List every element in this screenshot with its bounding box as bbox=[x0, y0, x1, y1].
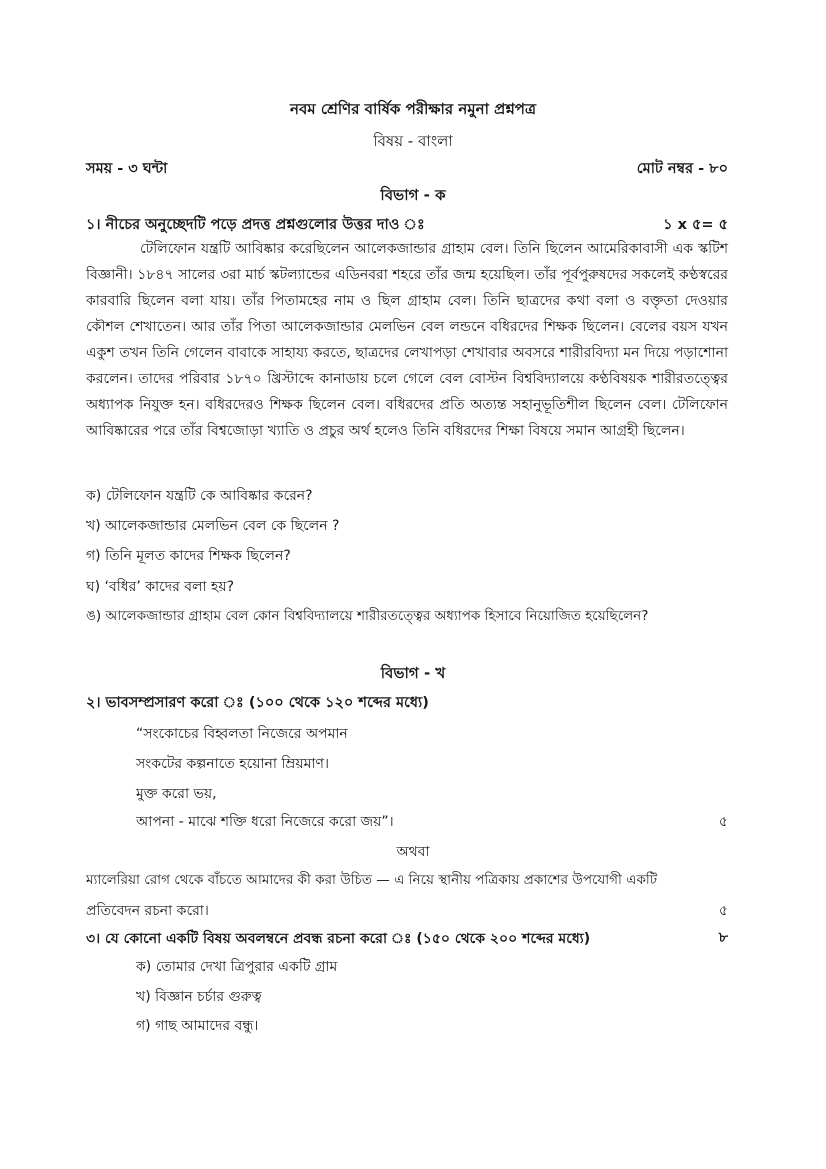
subject-line: বিষয় - বাংলা bbox=[373, 132, 453, 150]
q2-alt-marks: ৫ bbox=[718, 903, 728, 919]
section-b-heading: বিভাগ - খ bbox=[380, 664, 446, 682]
poem-line-4: আপনা - মাঝে শক্তি ধরো নিজেরে করো জয়”। bbox=[136, 814, 394, 830]
q2-alt-line-1: ম্যালেরিয়া রোগ থেকে বাঁচতে আমাদের কী করা উচিত — এ নিয়ে স্থানীয় পত্রিকায় প্রকাশের উপযোগী একটি bbox=[86, 872, 658, 888]
poem-line-1: “সংকোচের বিহ্বলতা নিজেরে অপমান bbox=[136, 726, 348, 742]
q2-poem-marks: ৫ bbox=[718, 814, 728, 830]
q3-option-a: ক) তোমার দেখা ত্রিপুরার একটি গ্রাম bbox=[136, 959, 338, 975]
poem-line-3: মুক্ত করো ভয়, bbox=[136, 786, 217, 802]
q1-passage bbox=[86, 236, 728, 444]
q3-marks: ৮ bbox=[718, 930, 728, 946]
q1-question-e: ঙ) আলেকজান্ডার গ্রাহাম বেল কোন বিশ্ববিদ্যালয়ে শারীরতত্ত্বের অধ্যাপক হিসাবে নিয়োজিত হয়েছিলেন? bbox=[86, 608, 649, 624]
total-marks-label: মোট নম্বর - ৮০ bbox=[636, 161, 728, 177]
time-label: সময় - ৩ ঘন্টা bbox=[86, 161, 168, 177]
q3-instruction: ৩। যে কোনো একটি বিষয় অবলম্বনে প্রবন্ধ রচনা করো ঃ (১৫০ থেকে ২০০ শব্দের মধ্যে) bbox=[86, 931, 591, 947]
q1-question-d: ঘ) ‘বধির’ কাদের বলা হয়? bbox=[86, 579, 235, 595]
q3-option-b: খ) বিজ্ঞান চর্চার গুরুত্ব bbox=[136, 989, 262, 1005]
q2-instruction: ২। ভাবসম্প্রসারণ করো ঃ (১০০ থেকে ১২০ শব্দের মধ্যে) bbox=[86, 695, 429, 711]
q1-question-b: খ) আলেকজান্ডার মেলভিন বেল কে ছিলেন ? bbox=[86, 518, 340, 534]
q1-instruction: ১। নীচের অনুচ্ছেদটি পড়ে প্রদত্ত প্রশ্নগুলোর উত্তর দাও ঃ bbox=[86, 217, 425, 233]
q2-alt-line-2: প্রতিবেদন রচনা করো। bbox=[86, 903, 209, 919]
q1-marks: ১ x ৫= ৫ bbox=[663, 217, 728, 233]
poem-line-2: সংকটের কল্পনাতে হয়োনা ম্রিয়মাণ। bbox=[136, 756, 329, 772]
passage-text: টেলিফোন যন্ত্রটি আবিষ্কার করেছিলেন আলেকজান্ডার গ্রাহাম বেল। তিনি ছিলেন আমেরিকাবাসী এক স্কটিশ বিজ্ঞানী। ১৮৪৭ সালের ৩রা মার্চ স্কটল্যান্ডের এডিনবরা শহরে তাঁর জন্ম হয়েছিল। তাঁর পূর্বপুরুষদের সকলেই কণ্ঠস্বরের কারবারি ছিলেন বলা যায়। তাঁর পিতামহের নাম ও ছিল গ্রাহাম বেল। তিনি ছাত্রদের কথা বলা ও বক্তৃতা দেওয়ার কৌশল শেখাতেন। আর তাঁর পিতা আলেকজান্ডার মেলভিন বেল লন্ডনে বধিরদের শিক্ষক ছিলেন। বেলের বয়স যখন একুশ তখন তিনি গেলেন বাবাকে সাহায্য করতে, ছাত্রদের লেখাপড়া শেখাবার অবসরে শারীরবিদ্যা মন দিয়ে পড়াশোনা করলেন। তাদের পরিবার ১৮৭০ খ্রিস্টাব্দে কানাডায় চলে গেলে বেল বোস্টন বিশ্ববিদ্যালয়ে কণ্ঠবিষয়ক শারীরতত্ত্বের অধ্যাপক নিযুক্ত হন। বধিরদেরও শিক্ষক ছিলেন বেল। বধিরদের প্রতি অত্যন্ত সহানুভূতিশীল ছিলেন বেল। টেলিফোন আবিষ্কারের পরে তাঁর বিশ্বজোড়া খ্যাতি ও প্রচুর অর্থ হলেও তিনি বধিরদের শিক্ষা বিষয়ে সমান আগ্রহী ছিলেন। bbox=[86, 241, 728, 439]
section-a-heading: বিভাগ - ক bbox=[380, 186, 446, 204]
q1-question-a: ক) টেলিফোন যন্ত্রটি কে আবিষ্কার করেন? bbox=[86, 488, 313, 504]
q1-question-c: গ) তিনি মূলত কাদের শিক্ষক ছিলেন? bbox=[86, 548, 291, 564]
paper-title: নবম শ্রেণির বার্ষিক পরীক্ষার নমুনা প্রশ্নপত্র bbox=[290, 100, 536, 118]
q3-option-c: গ) গাছ আমাদের বন্ধু। bbox=[136, 1018, 259, 1034]
or-divider: অথবা bbox=[396, 844, 430, 860]
